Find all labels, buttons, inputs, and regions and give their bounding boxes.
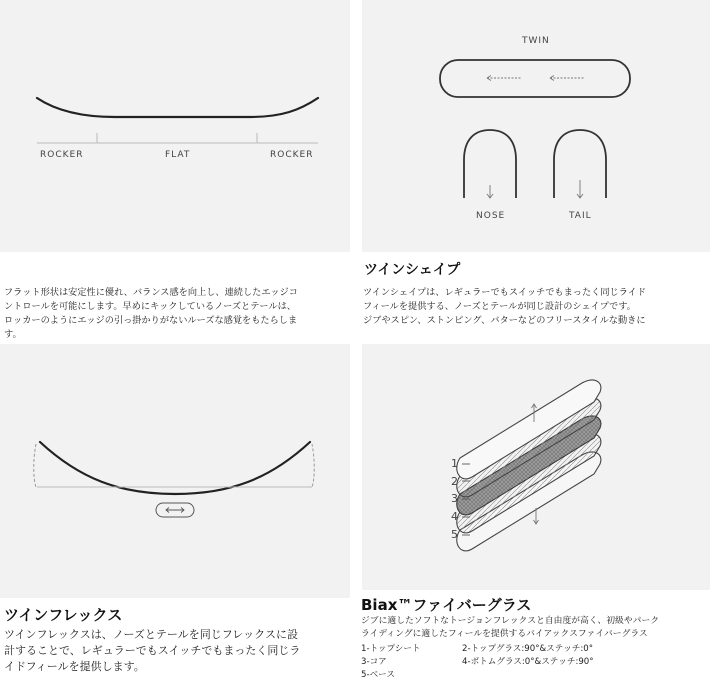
rocker-profile-diagram — [0, 0, 350, 252]
rocker-description: フラット形状は安定性に優れ、バランス感を向上し、連続したエッジコ ントロールを可能にします。早めにキックしているノーズとテールは、 ロッカーのようにエッジの引っ掛かりがないルーズな感覚をもたらしま す。 — [4, 287, 298, 340]
rocker-profile-panel — [0, 0, 350, 252]
twin-flex-heading: ツインフレックス — [4, 606, 123, 624]
twin-shape-panel — [362, 0, 710, 252]
twin-label: TWIN — [522, 36, 550, 46]
layer-number-2: 2 — [451, 475, 459, 488]
flexed-board-curve — [40, 442, 310, 494]
biax-parts-list — [361, 643, 710, 682]
twin-flex-diagram — [0, 344, 350, 598]
flat-board-ghost — [34, 444, 315, 487]
biax-heading: Biax™ファイバーグラス — [361, 596, 532, 614]
part-1: 1-トップシート — [361, 644, 421, 654]
rocker-right-label: ROCKER — [270, 150, 314, 160]
twin-flex-description: ツインフレックスは、ノーズとテールを同じフレックスに設 計することで、レギュラーでもスイッチでもまったく同じラ イドフィールを提供します。 — [4, 628, 301, 673]
nose-label: NOSE — [476, 211, 506, 221]
layer-number-1: 1 — [451, 457, 459, 470]
twin-flex-panel — [0, 344, 350, 598]
layer-number-5: 5 — [451, 528, 459, 541]
twin-shape-heading: ツインシェイプ — [364, 262, 461, 278]
biax-layers-panel — [362, 344, 710, 590]
part-3: 3-コア — [361, 657, 387, 667]
part-2: 2-トップグラス:90°&ステッチ:0° — [462, 644, 594, 654]
layer-number-4: 4 — [451, 510, 459, 523]
tail-label: TAIL — [569, 211, 592, 221]
rocker-left-label: ROCKER — [40, 150, 84, 160]
biax-description: ジブに適したソフトなトージョンフレックスと自由度が高く、初級やパーク ライディングに適したフィールを提供するバイアックスファイバーグラス — [361, 616, 660, 639]
twin-shape-description: ツインシェイプは、レギュラーでもスイッチでもまったく同じライド フィールを提供する、ノーズとテールが同じ設計のシェイプです。 ジブやスピン、ストンピング、バターなどのフリースタイルな動きに — [363, 287, 647, 326]
twin-board-outline — [440, 60, 630, 97]
layer-number-3: 3 — [451, 492, 459, 505]
flat-label: FLAT — [165, 150, 191, 160]
part-4: 4-ボトムグラス:0°&ステッチ:90° — [462, 657, 594, 667]
board-profile-curve — [37, 98, 318, 117]
biax-layers-diagram — [362, 344, 710, 590]
part-5: 5-ベース — [361, 670, 395, 680]
